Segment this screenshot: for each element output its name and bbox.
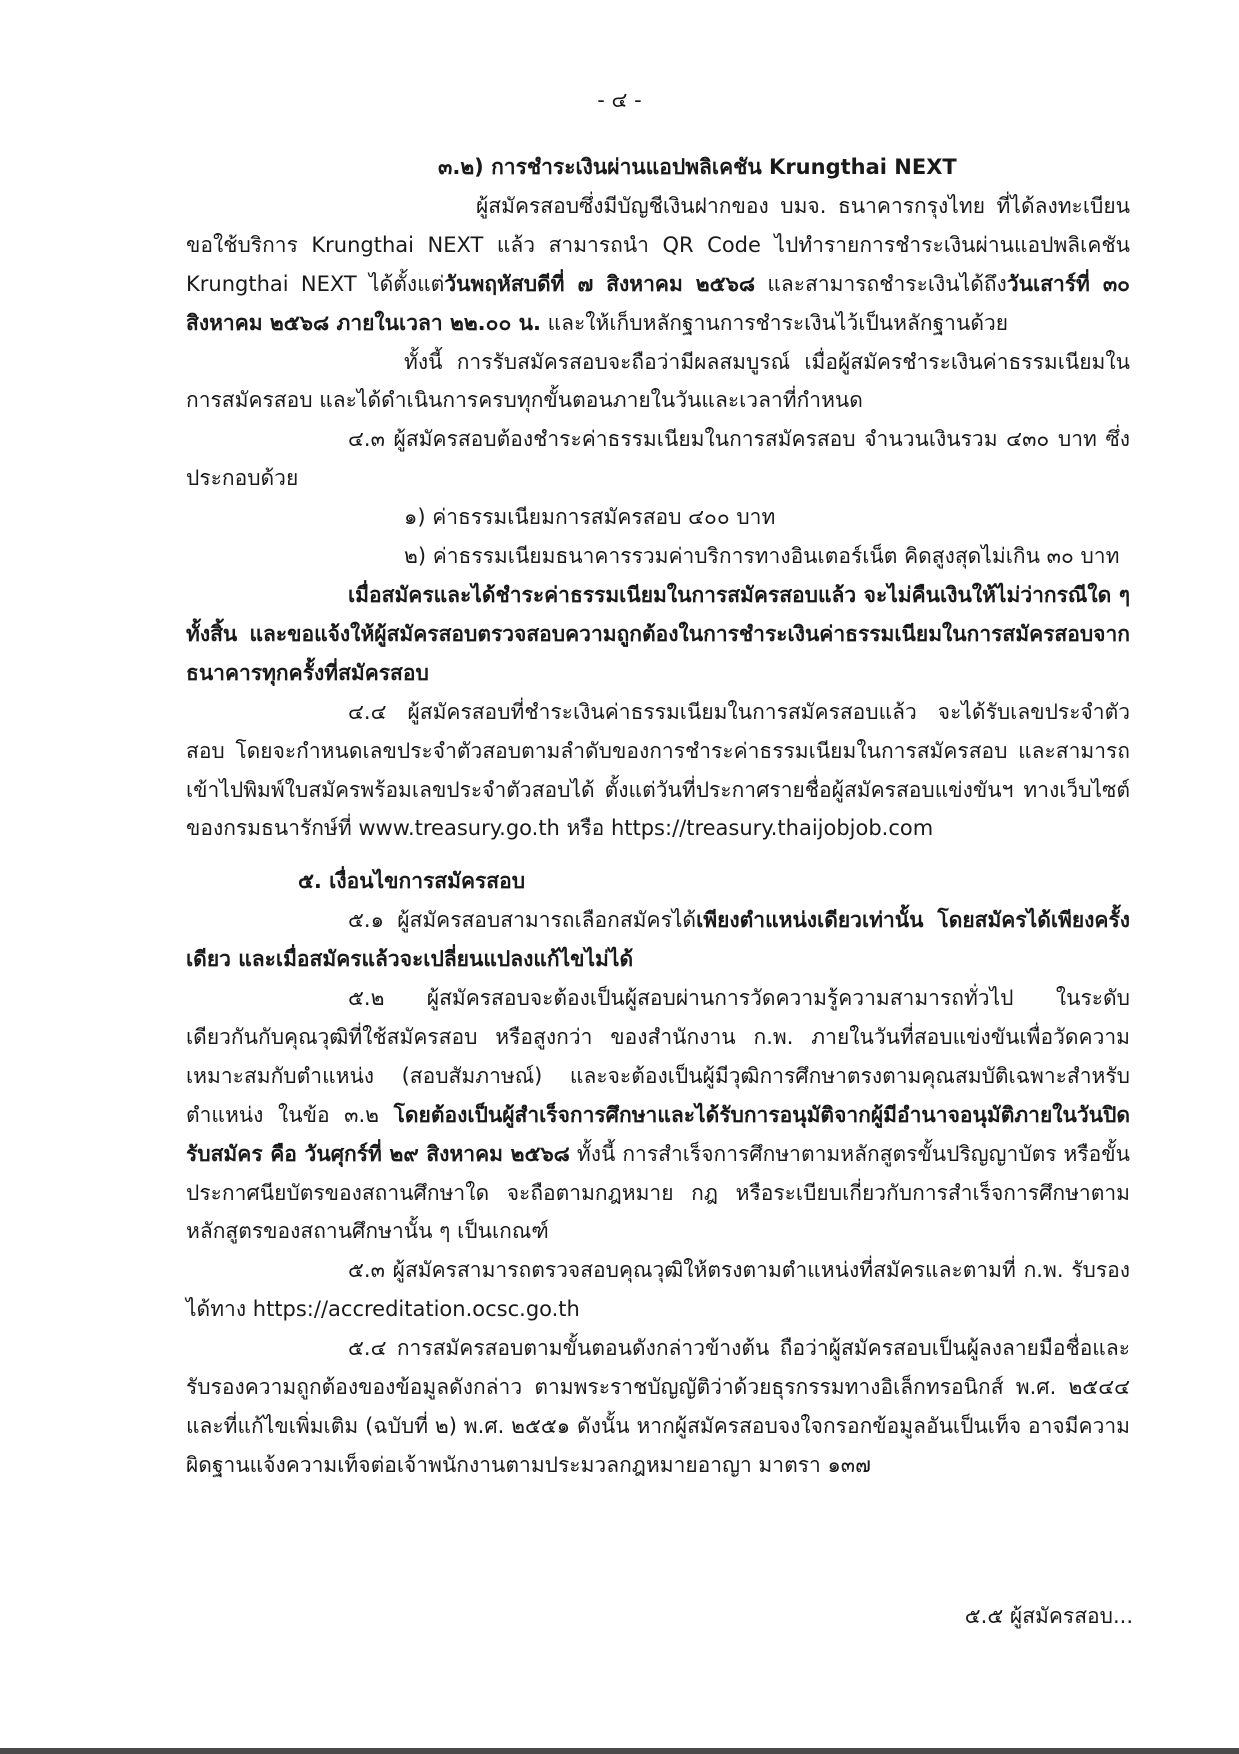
text: และสามารถชำระเงินได้ถึง bbox=[755, 271, 1007, 296]
single-position-rule: เพียงตำแหน่งเดียวเท่านั้น โดยสมัครได้เพียงครั้งเดียว และเมื่อสมัครแล้วจะเปลี่ยนแปลงแก้ไขไม่ได้ bbox=[186, 908, 1130, 972]
section-5-title: ๕. เงื่อนไขการสมัครสอบ bbox=[298, 869, 526, 894]
refund-warning: เมื่อสมัครและได้ชำระค่าธรรมเนียมในการสมัครสอบแล้ว จะไม่คืนเงินให้ไม่ว่ากรณีใด ๆ ทั้งสิ้น และขอแจ้งให้ผู้สมัครสอบตรวจสอบความถูกต้องในการชำระเงินค่าธรรมเนียมในการสมัครสอบจากธนาคารทุกครั้งที่สมัครสอบ bbox=[186, 582, 1130, 685]
section-5-1-paragraph bbox=[186, 901, 1130, 979]
start-date: วันพฤหัสบดีที่ ๗ สิงหาคม ๒๕๖๘ bbox=[444, 271, 756, 296]
fee-item-2: ๒) ค่าธรรมเนียมธนาคารรวมค่าบริการทางอินเตอร์เน็ต คิดสูงสุดไม่เกิน ๓๐ บาท bbox=[404, 544, 1120, 569]
scan-edge-bar bbox=[0, 1748, 1239, 1754]
section-5-2-paragraph bbox=[186, 979, 1130, 1251]
section-4-3-paragraph: ๔.๓ ผู้สมัครสอบต้องชำระค่าธรรมเนียมในการสมัครสอบ จำนวนเงินรวม ๔๓๐ บาท ซึ่งประกอบด้วย bbox=[186, 427, 1130, 491]
text: ผู้สมัครสอบซึ่งมีบัญชีเงินฝากของ บมจ. ธนาคารกรุงไทย ที่ได้ลงทะเบียนขอใช้บริการ Krungthai NEXT แล้ว สามารถนำ QR Code ไปทำรายการชำระเงินผ่านแอปพลิเคชัน Krungthai NEXT ได้ตั้งแต่ bbox=[186, 193, 1130, 296]
end-date: วันเสาร์ที่ ๓๐ สิงหาคม ๒๕๖๘ ภายในเวลา ๒๒.๐๐ น. bbox=[186, 271, 1130, 335]
section-5-3-paragraph: ๕.๓ ผู้สมัครสามารถตรวจสอบคุณวุฒิให้ตรงตามตำแหน่งที่สมัครและตามที่ ก.พ. รับรอง ได้ทาง https://accreditation.ocsc.go.th bbox=[186, 1258, 1130, 1322]
fee-item-1: ๑) ค่าธรรมเนียมการสมัครสอบ ๔๐๐ บาท bbox=[404, 505, 776, 530]
text: และให้เก็บหลักฐานการชำระเงินไว้เป็นหลักฐานด้วย bbox=[540, 310, 1009, 335]
section-3-2-paragraph-2: ทั้งนี้ การรับสมัครสอบจะถือว่ามีผลสมบูรณ์ เมื่อผู้สมัครชำระเงินค่าธรรมเนียมในการสมัครสอบ และได้ดำเนินการครบทุกขั้นตอนภายในวันและเวลาที่กำหนด bbox=[186, 349, 1130, 413]
section-4-4-paragraph: ๔.๔ ผู้สมัครสอบที่ชำระเงินค่าธรรมเนียมในการสมัครสอบแล้ว จะได้รับเลขประจำตัวสอบ โดยจะกำหนดเลขประจำตัวสอบตามลำดับของการชำระค่าธรรมเนียมในการสมัครสอบ และสามารถเข้าไปพิมพ์ใบสมัครพร้อมเลขประจำตัวสอบได้ ตั้งแต่วันที่ประกาศรายชื่อผู้สมัครสอบแข่งขันฯ ทางเว็บไซต์ของกรมธนารักษ์ที่ www.treasury.go.th หรือ https://treasury.thaijobjob.com bbox=[186, 699, 1130, 841]
text: ๕.๑ ผู้สมัครสอบสามารถเลือกสมัครได้ bbox=[348, 908, 697, 933]
graduation-deadline: โดยต้องเป็นผู้สำเร็จการศึกษาและได้รับการอนุมัติจากผู้มีอำนาจอนุมัติภายในวันปิดรับสมัคร คือ วันศุกร์ที่ ๒๙ สิงหาคม ๒๕๖๘ bbox=[186, 1102, 1130, 1166]
section-5-4-paragraph: ๕.๔ การสมัครสอบตามขั้นตอนดังกล่าวข้างต้น ถือว่าผู้สมัครสอบเป็นผู้ลงลายมือชื่อและรับรองความถูกต้องของข้อมูลดังกล่าว ตามพระราชบัญญัติว่าด้วยธุรกรรมทางอิเล็กทรอนิกส์ พ.ศ. ๒๕๔๔ และที่แก้ไขเพิ่มเติม (ฉบับที่ ๒) พ.ศ. ๒๕๕๑ ดังนั้น หากผู้สมัครสอบจงใจกรอกข้อมูลอันเป็นเท็จ อาจมีความผิดฐานแจ้งความเท็จต่อเจ้าพนักงานตามประมวลกฎหมายอาญา มาตรา ๑๓๗ bbox=[186, 1336, 1130, 1477]
text: ๕.๒ ผู้สมัครสอบจะต้องเป็นผู้สอบผ่านการวัดความรู้ความสามารถทั่วไป ในระดับเดียวกันกับคุณวุฒิที่ใช้สมัครสอบ หรือสูงกว่า ของสำนักงาน ก.พ. ภายในวันที่สอบแข่งขันเพื่อวัดความเหมาะสมกับตำแหน่ง (สอบสัมภาษณ์) และจะต้องเป็นผู้มีวุฒิการศึกษาตรงตามคุณสมบัติเฉพาะสำหรับตำแหน่ง ในข้อ ๓.๒ bbox=[186, 986, 1130, 1127]
text: ทั้งนี้ การสำเร็จการศึกษาตามหลักสูตรขั้นปริญญาบัตร หรือขั้นประกาศนียบัตรของสถานศึกษาใด จะถือตามกฎหมาย กฎ หรือระเบียบเกี่ยวกับการสำเร็จการศึกษาตามหลักสูตรของสถานศึกษานั้น ๆ เป็นเกณฑ์ bbox=[186, 1141, 1130, 1244]
section-3-2-paragraph-1 bbox=[186, 187, 1130, 343]
page-content bbox=[186, 148, 1130, 1485]
section-3-2-title: ๓.๒) การชำระเงินผ่านแอปพลิเคชัน Krungthai NEXT bbox=[438, 155, 957, 179]
continued-on-next-page: ๕.๕ ผู้สมัครสอบ... bbox=[964, 1604, 1133, 1628]
page-number: - ๔ - bbox=[597, 88, 642, 112]
